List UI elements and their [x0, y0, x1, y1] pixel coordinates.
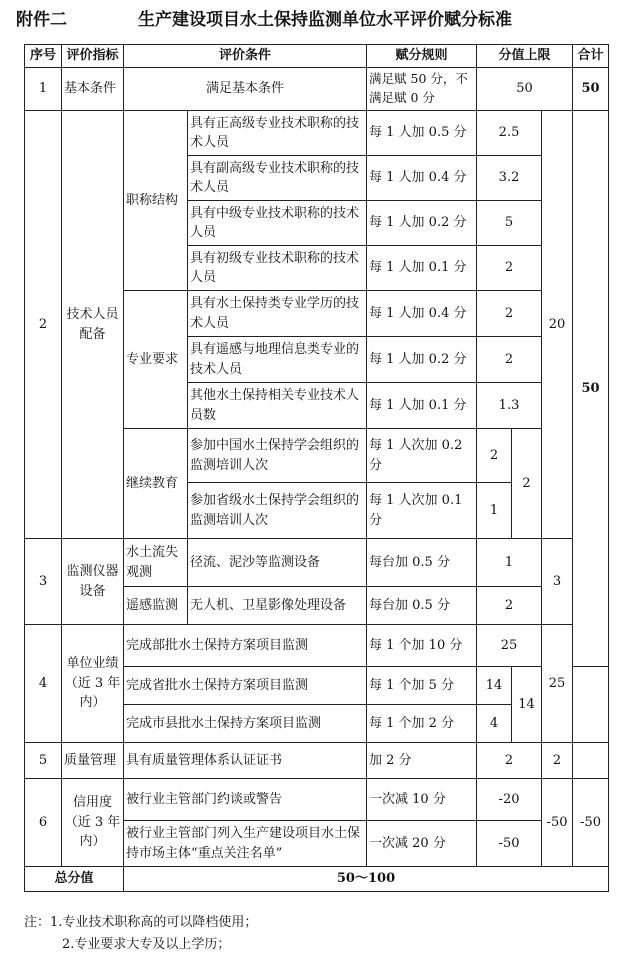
subgroup-total-cell: 14	[512, 667, 542, 743]
score-cell: -20	[477, 779, 542, 821]
rule-cell: 每 1 人次加 0.2 分	[367, 429, 477, 483]
rule-cell: 每台加 0.5 分	[367, 587, 477, 625]
score-cell: 5	[477, 201, 542, 246]
table-row	[25, 68, 609, 111]
rule-cell: 每 1 人加 0.2 分	[367, 337, 477, 383]
empty-total-cell	[573, 743, 609, 779]
table-row	[25, 743, 609, 779]
row-no: 1	[25, 68, 62, 111]
rule-cell: 每 1 人加 0.4 分	[367, 291, 477, 337]
total-cell: 50	[573, 68, 609, 111]
score-cell: 2	[477, 337, 542, 383]
condition-cell: 具有中级专业技术职称的技术人员	[188, 201, 367, 246]
indicator-cell: 质量管理	[62, 743, 124, 779]
rule-cell: 每 1 人加 0.1 分	[367, 246, 477, 291]
condition-cell: 具有遥感与地理信息类专业的技术人员	[188, 337, 367, 383]
indicator-cell: 基本条件	[62, 68, 124, 111]
subgroup-total-cell: 2	[512, 429, 542, 539]
rule-cell: 每 1 个加 2 分	[367, 705, 477, 743]
rule-cell: 每 1 个加 5 分	[367, 667, 477, 705]
condition-cell: 具有质量管理体系认证证书	[124, 743, 367, 779]
col-header-indicator: 评价指标	[62, 45, 124, 68]
notes	[24, 912, 257, 956]
group-total-cell: 3	[542, 539, 573, 625]
score-cell: 2	[477, 246, 542, 291]
score-cell: -50	[477, 821, 542, 867]
condition-cell: 参加中国水土保持学会组织的监测培训人次	[188, 429, 367, 483]
document-header	[16, 0, 630, 34]
condition-cell: 完成省批水土保持方案项目监测	[124, 667, 367, 705]
row-no: 6	[25, 779, 62, 867]
col-header-rule: 赋分规则	[367, 45, 477, 68]
group-total-cell: -50	[542, 779, 573, 867]
condition-cell: 参加省级水土保持学会组织的监测培训人次	[188, 483, 367, 539]
table-header-row	[25, 45, 609, 68]
row-no: 3	[25, 539, 62, 625]
table-row	[25, 539, 609, 587]
condition-cell: 满足基本条件	[124, 68, 367, 111]
condition-cell: 完成部批水土保持方案项目监测	[124, 625, 367, 667]
indicator-cell: 监测仪器设备	[62, 539, 124, 625]
col-header-total: 合计	[573, 45, 609, 68]
condition-cell: 具有初级专业技术职称的技术人员	[188, 246, 367, 291]
col-header-no: 序号	[25, 45, 62, 68]
table-footer-row	[25, 867, 609, 892]
indicator-cell: 单位业绩（近 3 年内）	[62, 625, 124, 743]
score-cell: 1	[477, 539, 542, 587]
col-header-score-limit: 分值上限	[477, 45, 573, 68]
sub-indicator-cell: 专业要求	[124, 291, 188, 429]
rule-cell: 一次减 20 分	[367, 821, 477, 867]
group-total-cell: 20	[542, 111, 573, 539]
score-cell: 3.2	[477, 156, 542, 201]
sub-indicator-cell: 遥感监测	[124, 587, 188, 625]
note-2: 2.专业要求大专及以上学历；	[62, 937, 231, 952]
section-total-cell: 50	[573, 111, 609, 667]
table-row	[25, 111, 609, 156]
score-cell: 50	[477, 68, 573, 111]
condition-cell: 被行业主管部门约谈或警告	[124, 779, 367, 821]
condition-cell: 径流、泥沙等监测设备	[188, 539, 367, 587]
total-score-value: 50～100	[124, 867, 609, 892]
score-cell: 14	[477, 667, 512, 705]
sub-indicator-cell: 职称结构	[124, 111, 188, 291]
scoring-table	[24, 44, 609, 892]
attachment-label: 附件二	[16, 9, 67, 30]
note-1: 注：1.专业技术职称高的可以降档使用；	[24, 915, 258, 930]
rule-cell: 每 1 个加 10 分	[367, 625, 477, 667]
rule-cell: 每 1 人加 0.2 分	[367, 201, 477, 246]
score-cell: 25	[477, 625, 542, 667]
condition-cell: 具有正高级专业技术职称的技术人员	[188, 111, 367, 156]
sub-indicator-cell: 继续教育	[124, 429, 188, 539]
condition-cell: 具有副高级专业技术职称的技术人员	[188, 156, 367, 201]
condition-cell: 具有水土保持类专业学历的技术人员	[188, 291, 367, 337]
condition-cell: 被行业主管部门列入生产建设项目水土保持市场主体“重点关注名单”	[124, 821, 367, 867]
score-cell: 2.5	[477, 111, 542, 156]
rule-cell: 每 1 人次加 0.1 分	[367, 483, 477, 539]
rule-cell: 一次减 10 分	[367, 779, 477, 821]
condition-cell: 完成市县批水土保持方案项目监测	[124, 705, 367, 743]
row-no: 4	[25, 625, 62, 743]
table-row	[25, 625, 609, 667]
score-cell: 4	[477, 705, 512, 743]
score-cell: 2	[477, 743, 542, 779]
rule-cell: 每台加 0.5 分	[367, 539, 477, 587]
col-header-condition: 评价条件	[124, 45, 367, 68]
sub-indicator-cell: 水土流失观测	[124, 539, 188, 587]
document-title: 生产建设项目水土保持监测单位水平评价赋分标准	[138, 9, 512, 30]
score-cell: 2	[477, 291, 542, 337]
total-score-label: 总分值	[25, 867, 124, 892]
score-cell: 2	[477, 587, 542, 625]
condition-cell: 无人机、卫星影像处理设备	[188, 587, 367, 625]
indicator-cell: 信用度（近 3 年内）	[62, 779, 124, 867]
score-cell: 1	[477, 483, 512, 539]
group-total-cell: 25	[542, 625, 573, 743]
group-total-cell: 2	[542, 743, 573, 779]
section-total-cell: -50	[573, 779, 609, 867]
condition-cell: 其他水土保持相关专业技术人员数	[188, 383, 367, 429]
rule-cell: 加 2 分	[367, 743, 477, 779]
indicator-cell: 技术人员配备	[62, 111, 124, 539]
rule-cell: 每 1 人加 0.4 分	[367, 156, 477, 201]
score-cell: 1.3	[477, 383, 542, 429]
score-cell: 2	[477, 429, 512, 483]
rule-cell: 满足赋 50 分，不满足赋 0 分	[367, 68, 477, 111]
rule-cell: 每 1 人加 0.1 分	[367, 383, 477, 429]
rule-cell: 每 1 人加 0.5 分	[367, 111, 477, 156]
row-no: 2	[25, 111, 62, 539]
row-no: 5	[25, 743, 62, 779]
table-row	[25, 779, 609, 821]
